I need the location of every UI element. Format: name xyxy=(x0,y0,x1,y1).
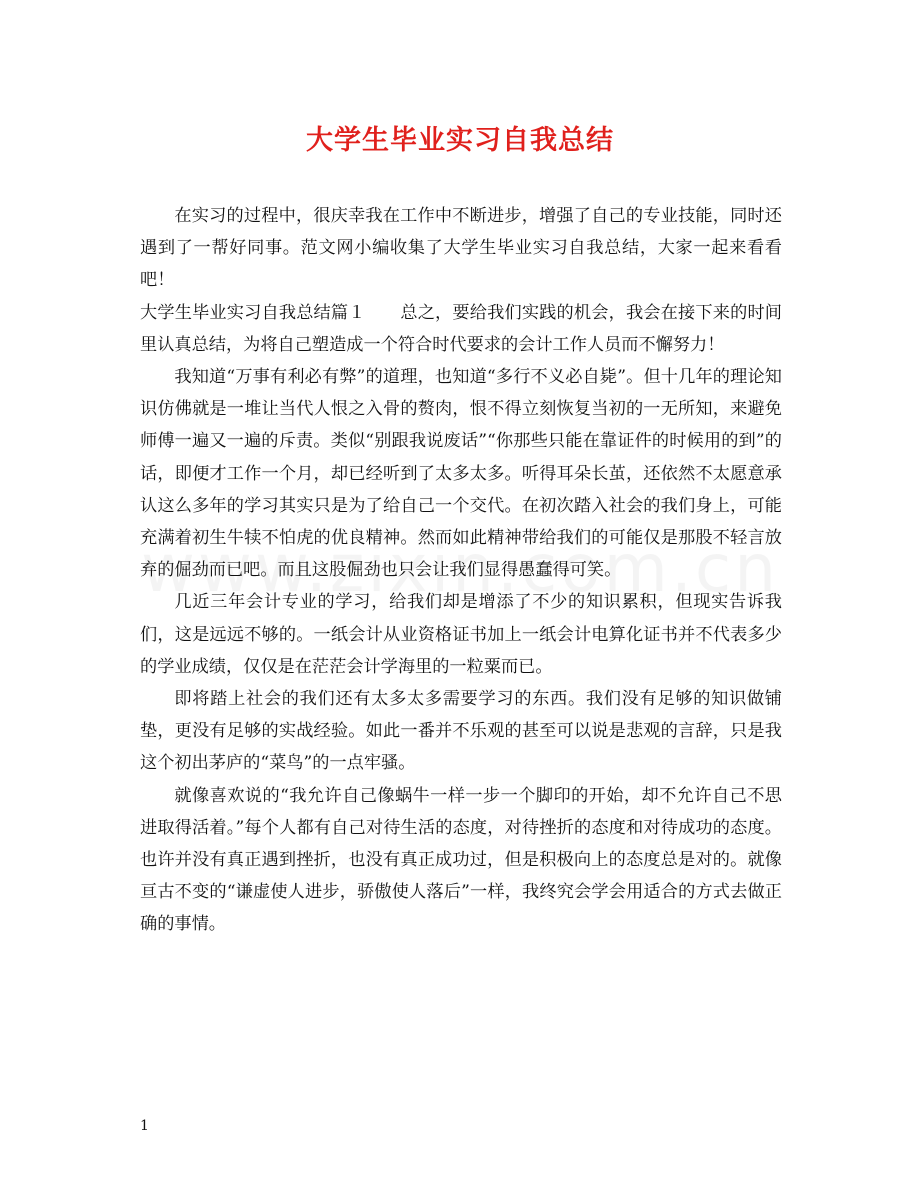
paragraph-5: 就像喜欢说的“我允许自己像蜗牛一样一步一个脚印的开始，却不允许自己不思进取得活着。”每个人都有自己对待生活的态度，对待挫折的态度和对待成功的态度。也许并没有真正遇到挫折，也没有真正成功过，但是积极向上的态度总是对的。就像亘古不变的“谦虚使人进步，骄傲使人落后”一样，我终究会学会用适合的方式去做正确的事情。 xyxy=(140,785,782,935)
paragraph-3: 几近三年会计专业的学习，给我们却是增添了不少的知识累积，但现实告诉我们，这是远远不够的。一纸会计从业资格证书加上一纸会计电算化证书并不代表多少的学业成绩，仅仅是在茫茫会计学海里的一粒粟而已。 xyxy=(140,592,782,677)
paragraph-2: 我知道“万事有利必有弊”的道理，也知道“多行不义必自毙”。但十几年的理论知识仿佛就是一堆让当代人恨之入骨的赘肉，恨不得立刻恢复当初的一无所知，来避免师傅一遍又一遍的斥责。类似“别跟我说废话”“你那些只能在靠证件的时候用的到”的话，即便才工作一个月，却已经听到了太多太多。听得耳朵长茧，还依然不太愿意承认这么多年的学习其实只是为了给自己一个交代。在初次踏入社会的我们身上，可能充满着初生牛犊不怕虎的优良精神。然而如此精神带给我们的可能仅是那股不轻言放弃的倔劲而已吧。而且这股倔劲也只会让我们显得愚蠢得可笑。 xyxy=(140,367,782,581)
paragraph-4: 即将踏上社会的我们还有太多太多需要学习的东西。我们没有足够的知识做铺垫，更没有足够的实战经验。如此一番并不乐观的甚至可以说是悲观的言辞，只是我这个初出茅庐的“菜鸟”的一点牢骚。 xyxy=(140,689,782,774)
document-body xyxy=(140,200,782,941)
paragraph-section-heading: 大学生毕业实习自我总结篇１ 总之，要给我们实践的机会，我会在接下来的时间里认真总结，为将自己塑造成一个符合时代要求的会计工作人员而不懈努力！ xyxy=(140,302,782,355)
paragraph-intro: 在实习的过程中，很庆幸我在工作中不断进步，增强了自己的专业技能，同时还遇到了一帮好同事。范文网小编收集了大学生毕业实习自我总结，大家一起来看看吧！ xyxy=(140,206,782,291)
document-title: 大学生毕业实习自我总结 xyxy=(306,125,614,156)
page-number: 1 xyxy=(140,1118,149,1134)
